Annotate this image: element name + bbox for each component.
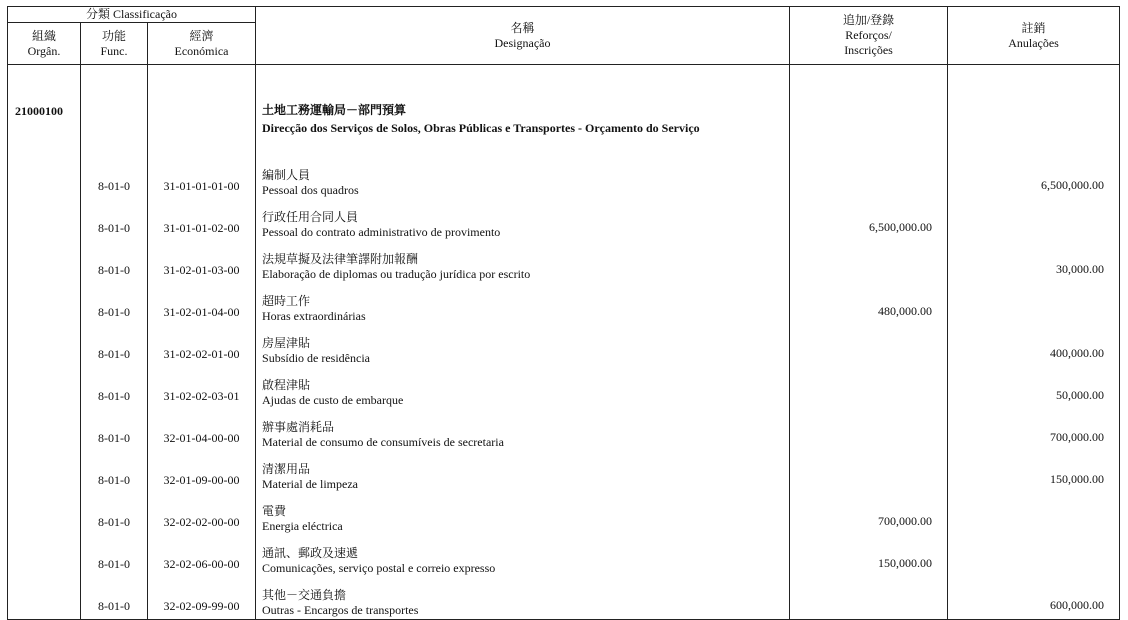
- row-func-text: 8-01-0: [98, 221, 130, 235]
- eco-header: [148, 23, 256, 65]
- table-row: [8, 577, 1120, 620]
- row-reforcos-value: 480,000.00: [878, 304, 933, 318]
- row-reforcos: [790, 199, 948, 241]
- row-name-pt: Material de consumo de consumíveis de secretaria: [262, 435, 504, 449]
- table-row: [8, 535, 1120, 577]
- row-func: [81, 409, 148, 451]
- row-func-text: 8-01-0: [98, 515, 130, 529]
- row-eco: [148, 241, 256, 283]
- row-reforcos-value: 150,000.00: [878, 556, 933, 570]
- row-designation: [256, 241, 790, 283]
- row-organ-empty: [8, 283, 81, 325]
- row-designation: [256, 451, 790, 493]
- row-name-zh: 房屋津貼: [262, 336, 311, 350]
- row-reforcos: [790, 283, 948, 325]
- row-designation: [256, 157, 790, 199]
- row-reforcos-value: 6,500,000.00: [869, 220, 933, 234]
- row-name-zh: 超時工作: [262, 294, 311, 308]
- row-name-pt: Elaboração de diplomas ou tradução jurídica por escrito: [262, 267, 531, 281]
- row-designation: [256, 535, 790, 577]
- designation-header-zh: 名稱: [510, 20, 535, 35]
- row-eco: [148, 535, 256, 577]
- row-eco: [148, 409, 256, 451]
- organ-ref-empty: [790, 65, 948, 158]
- row-organ-empty: [8, 535, 81, 577]
- row-eco-text: 32-01-04-00-00: [163, 431, 240, 445]
- row-anulacoes: [948, 535, 1120, 577]
- row-name-zh: 辦事處消耗品: [262, 420, 335, 434]
- table-row: [8, 493, 1120, 535]
- row-anulacoes-value: 150,000.00: [1050, 472, 1105, 486]
- row-anulacoes: [948, 199, 1120, 241]
- row-name-zh: 行政任用合同人員: [262, 210, 359, 224]
- row-organ-empty: [8, 367, 81, 409]
- row-eco: [148, 493, 256, 535]
- row-eco-text: 32-02-06-00-00: [163, 557, 240, 571]
- row-organ-empty: [8, 199, 81, 241]
- row-name-zh: 其他－交通負擔: [262, 588, 347, 602]
- row-func-text: 8-01-0: [98, 599, 130, 613]
- eco-header-zh: 經濟: [189, 28, 214, 43]
- row-eco: [148, 199, 256, 241]
- organ-name-pt: Direcção dos Serviços de Solos, Obras Públicas e Transportes - Orçamento do Serviço: [262, 121, 700, 135]
- row-reforcos: [790, 577, 948, 620]
- row-designation: [256, 325, 790, 367]
- func-header-zh: 功能: [101, 28, 126, 43]
- row-name-pt: Horas extraordinárias: [262, 309, 366, 323]
- row-reforcos: [790, 409, 948, 451]
- row-name-zh: 編制人員: [262, 168, 311, 182]
- row-name-zh: 清潔用品: [262, 462, 311, 476]
- table-row: [8, 409, 1120, 451]
- row-name-pt: Outras - Encargos de transportes: [262, 603, 419, 617]
- organ-row: [8, 65, 1120, 158]
- row-designation: [256, 577, 790, 620]
- organ-func-empty: [81, 65, 148, 158]
- row-organ-empty: [8, 577, 81, 620]
- row-func: [81, 577, 148, 620]
- row-anulacoes-value: 600,000.00: [1050, 598, 1105, 612]
- row-func: [81, 493, 148, 535]
- row-name-pt: Pessoal dos quadros: [262, 183, 359, 197]
- row-name-zh: 電費: [262, 504, 287, 518]
- row-anulacoes-value: 50,000.00: [1056, 388, 1105, 402]
- row-name-pt: Subsídio de residência: [262, 351, 370, 365]
- anulacoes-header-pt: Anulações: [1008, 35, 1059, 50]
- row-anulacoes-value: 30,000.00: [1056, 262, 1105, 276]
- organ-eco-empty: [148, 65, 256, 158]
- row-eco-text: 32-01-09-00-00: [163, 473, 240, 487]
- row-reforcos-value: 700,000.00: [878, 514, 933, 528]
- row-func-text: 8-01-0: [98, 179, 130, 193]
- row-anulacoes-value: 400,000.00: [1050, 346, 1105, 360]
- organ-header-zh: 組織: [31, 28, 56, 43]
- row-eco-text: 31-01-01-01-00: [163, 179, 240, 193]
- row-func-text: 8-01-0: [98, 431, 130, 445]
- row-designation: [256, 493, 790, 535]
- row-eco: [148, 451, 256, 493]
- row-name-pt: Energia eléctrica: [262, 519, 343, 533]
- row-eco-text: 31-02-01-03-00: [163, 263, 240, 277]
- reforcos-header-pt1: Reforços/: [845, 28, 892, 42]
- row-reforcos: [790, 367, 948, 409]
- row-anulacoes: [948, 493, 1120, 535]
- row-func: [81, 535, 148, 577]
- row-anulacoes: [948, 283, 1120, 325]
- table-row: [8, 157, 1120, 199]
- row-eco-text: 32-02-02-00-00: [163, 515, 240, 529]
- row-name-pt: Ajudas de custo de embarque: [262, 393, 404, 407]
- row-eco: [148, 283, 256, 325]
- table-row: [8, 451, 1120, 493]
- row-eco: [148, 367, 256, 409]
- row-eco-text: 31-02-01-04-00: [163, 305, 240, 319]
- row-anulacoes: [948, 451, 1120, 493]
- row-organ-empty: [8, 157, 81, 199]
- anulacoes-header-zh: 註銷: [1021, 20, 1046, 35]
- row-func-text: 8-01-0: [98, 305, 130, 319]
- row-eco: [148, 325, 256, 367]
- organ-header-pt: Orgân.: [27, 43, 61, 58]
- row-name-zh: 通訊、郵政及速遞: [262, 546, 359, 560]
- table-row: [8, 283, 1120, 325]
- row-func-text: 8-01-0: [98, 389, 130, 403]
- organ-designation: [256, 65, 790, 158]
- row-func: [81, 241, 148, 283]
- func-header-pt: Func.: [100, 43, 128, 58]
- row-reforcos: [790, 325, 948, 367]
- eco-header-pt: Económica: [174, 43, 229, 58]
- row-name-zh: 啟程津貼: [262, 378, 311, 392]
- reforcos-header-zh: 追加/登錄: [842, 13, 895, 27]
- row-name-zh: 法規草擬及法律筆譯附加報酬: [262, 252, 419, 266]
- row-name-pt: Pessoal do contrato administrativo de provimento: [262, 225, 501, 239]
- row-designation: [256, 283, 790, 325]
- row-func: [81, 199, 148, 241]
- anulacoes-header: [948, 7, 1120, 65]
- organ-anul-empty: [948, 65, 1120, 158]
- row-organ-empty: [8, 409, 81, 451]
- reforcos-header-pt2: Inscrições: [844, 43, 893, 57]
- table-row: [8, 325, 1120, 367]
- row-func: [81, 325, 148, 367]
- row-name-pt: Material de limpeza: [262, 477, 358, 491]
- classification-header: 分類 Classificação: [8, 7, 256, 23]
- row-organ-empty: [8, 241, 81, 283]
- table-row: [8, 199, 1120, 241]
- row-reforcos: [790, 241, 948, 283]
- organ-name-zh: 土地工務運輸局－部門預算: [262, 103, 407, 117]
- row-name-pt: Comunicações, serviço postal e correio expresso: [262, 561, 496, 575]
- row-anulacoes: [948, 577, 1120, 620]
- row-organ-empty: [8, 493, 81, 535]
- row-eco: [148, 157, 256, 199]
- row-designation: [256, 199, 790, 241]
- row-func: [81, 367, 148, 409]
- row-eco-text: 31-02-02-01-00: [163, 347, 240, 361]
- row-anulacoes: [948, 325, 1120, 367]
- table-row: [8, 241, 1120, 283]
- row-anulacoes: [948, 157, 1120, 199]
- func-header: [81, 23, 148, 65]
- organ-code: 21000100: [8, 65, 81, 158]
- reforcos-header: [790, 7, 948, 65]
- row-anulacoes: [948, 367, 1120, 409]
- row-func: [81, 157, 148, 199]
- row-anulacoes: [948, 409, 1120, 451]
- row-reforcos: [790, 493, 948, 535]
- budget-table: [7, 6, 1120, 620]
- organ-header: [8, 23, 81, 65]
- row-eco-text: 31-02-02-03-01: [163, 389, 240, 403]
- row-func-text: 8-01-0: [98, 473, 130, 487]
- row-eco: [148, 577, 256, 620]
- row-organ-empty: [8, 325, 81, 367]
- row-eco-text: 32-02-09-99-00: [163, 599, 240, 613]
- row-func: [81, 283, 148, 325]
- row-designation: [256, 409, 790, 451]
- row-anulacoes: [948, 241, 1120, 283]
- row-func: [81, 451, 148, 493]
- row-reforcos: [790, 535, 948, 577]
- table-row: [8, 367, 1120, 409]
- row-func-text: 8-01-0: [98, 347, 130, 361]
- row-organ-empty: [8, 451, 81, 493]
- row-designation: [256, 367, 790, 409]
- row-reforcos: [790, 451, 948, 493]
- row-eco-text: 31-01-01-02-00: [163, 221, 240, 235]
- row-reforcos: [790, 157, 948, 199]
- designation-header: [256, 7, 790, 65]
- row-anulacoes-value: 6,500,000.00: [1041, 178, 1105, 192]
- row-func-text: 8-01-0: [98, 557, 130, 571]
- row-anulacoes-value: 700,000.00: [1050, 430, 1105, 444]
- row-func-text: 8-01-0: [98, 263, 130, 277]
- designation-header-pt: Designação: [494, 35, 551, 50]
